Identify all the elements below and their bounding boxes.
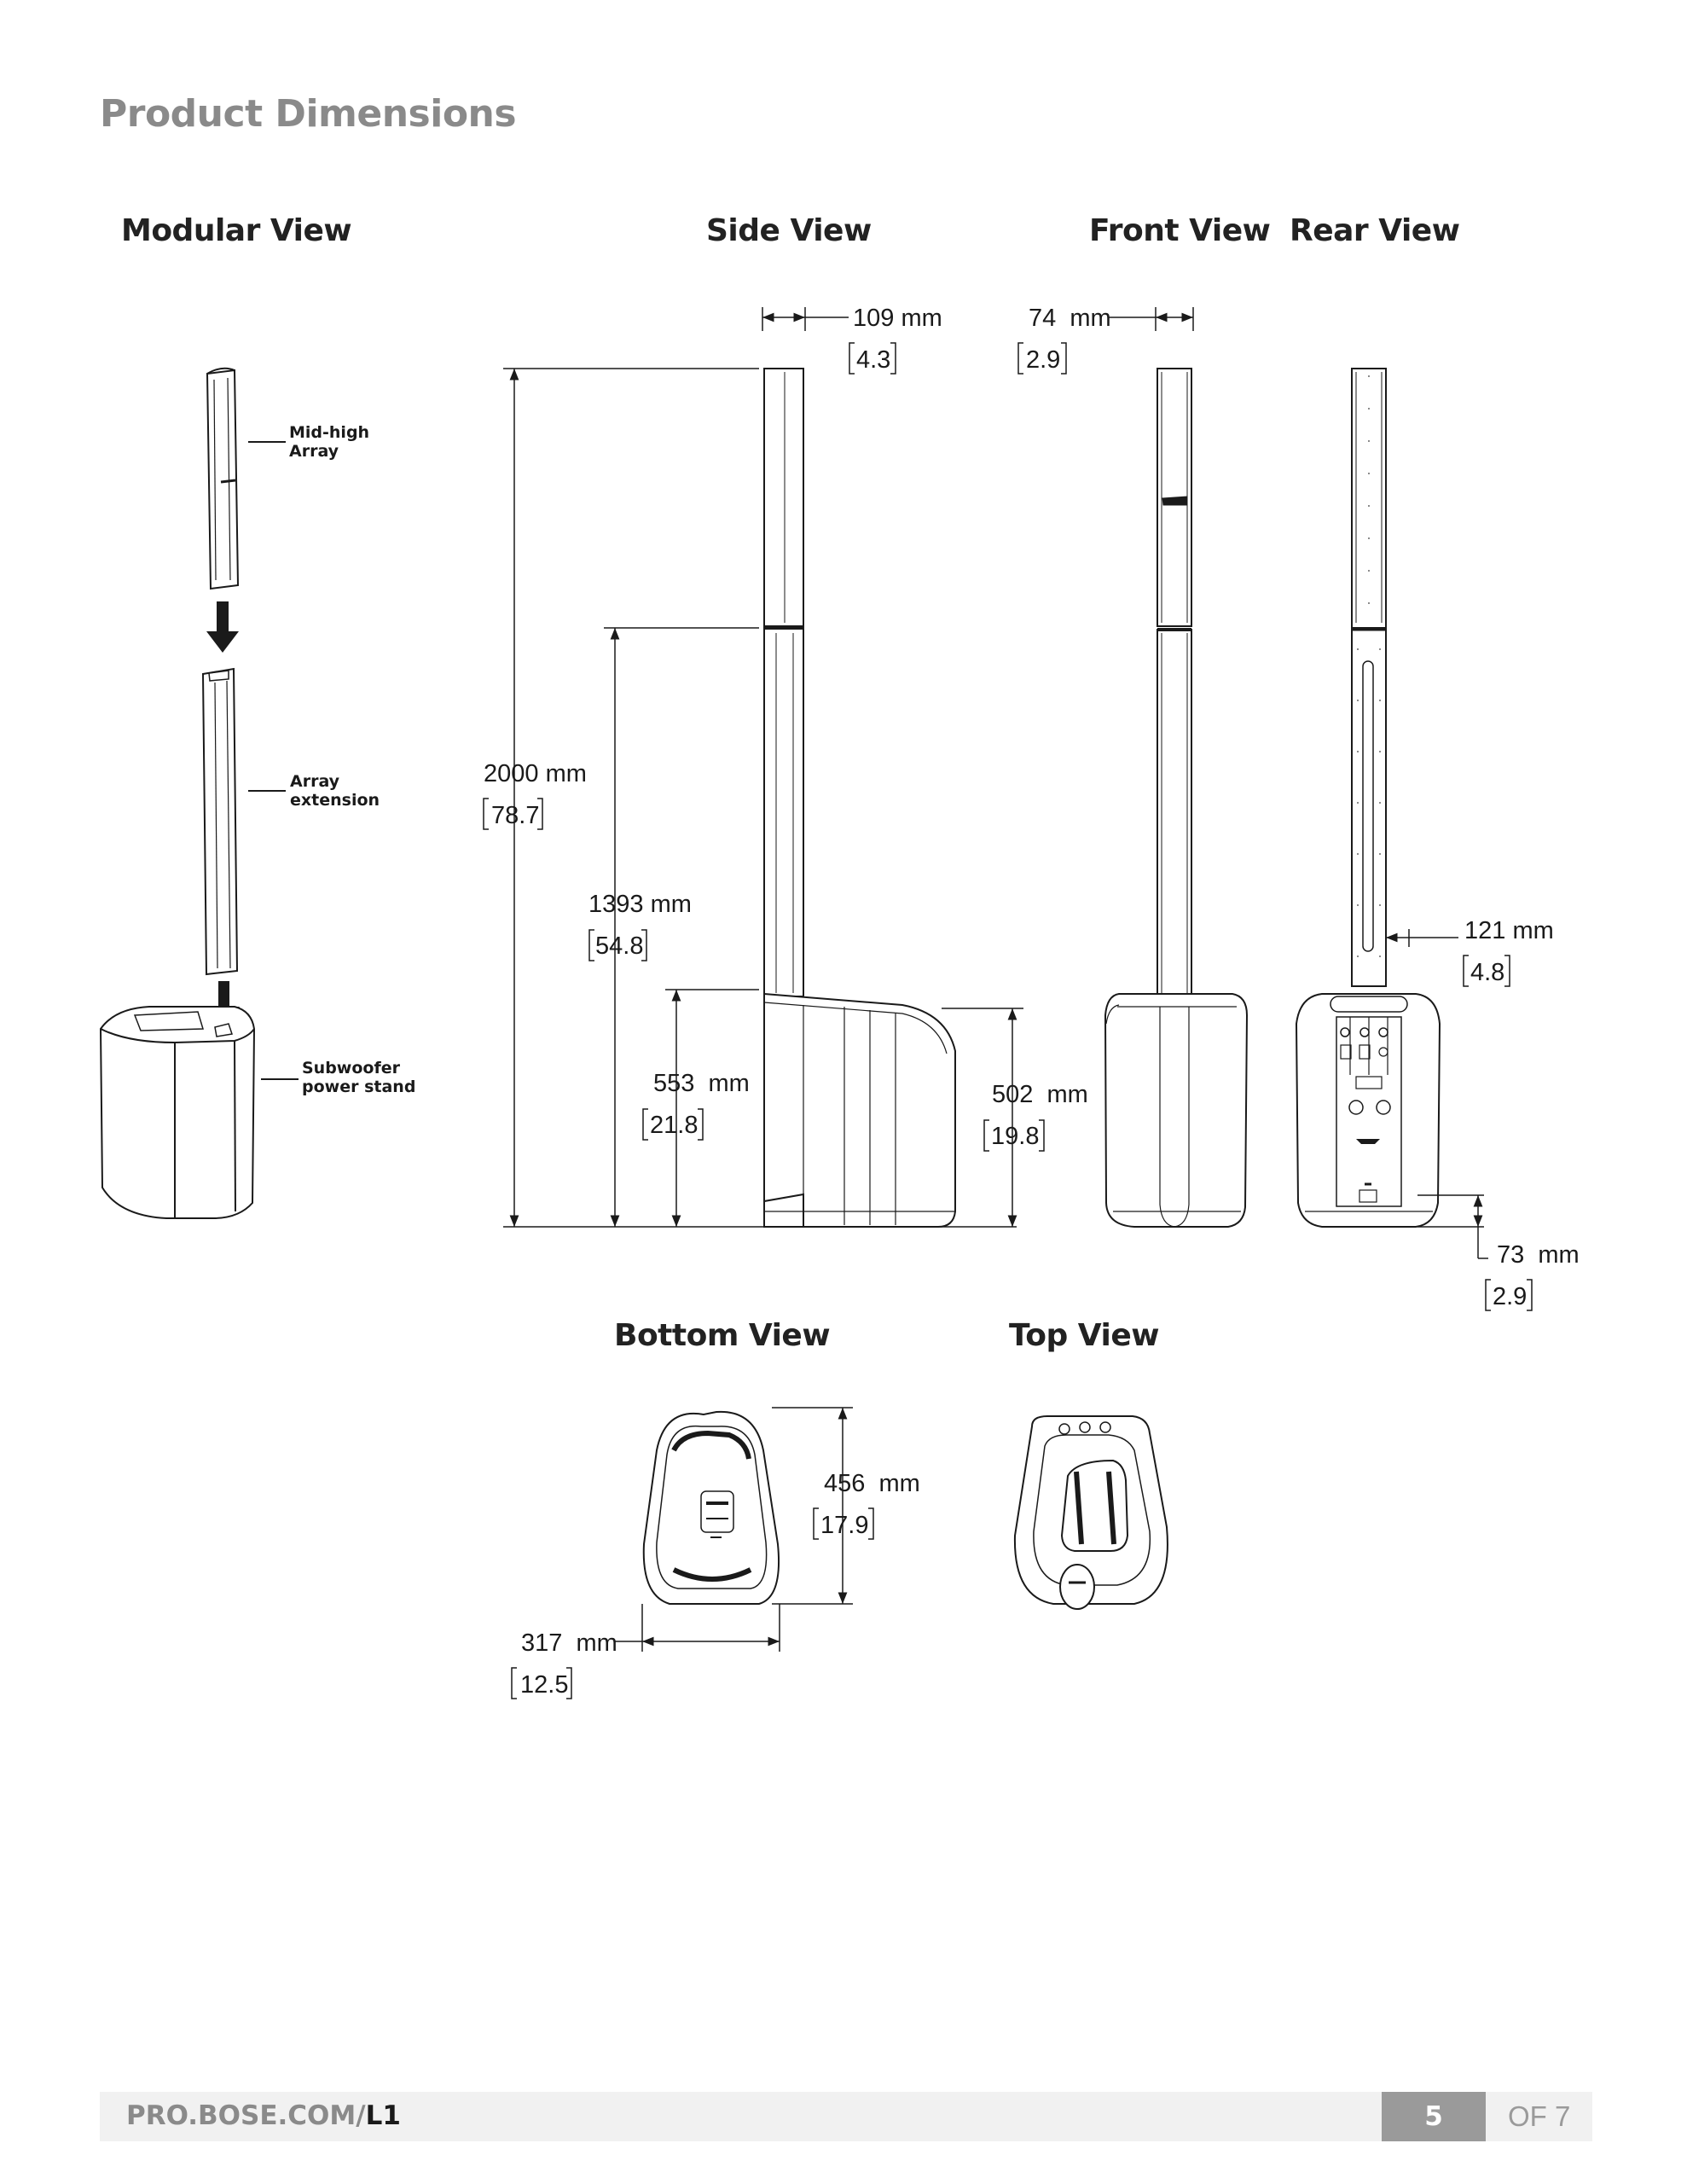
front-width-mm: 74 mm bbox=[1029, 305, 1111, 332]
footer-url-prefix: PRO.BOSE.COM/ bbox=[126, 2100, 366, 2131]
side-view-speaker bbox=[764, 369, 955, 1227]
rear-panel-mm: 73 mm bbox=[1497, 1241, 1580, 1269]
front-view-speaker bbox=[1105, 369, 1247, 1227]
sub-height-in: 19.8 bbox=[991, 1123, 1040, 1150]
footer-url[interactable] bbox=[126, 2100, 401, 2131]
front-width-in: 2.9 bbox=[1026, 346, 1061, 374]
extension-label-line1: Array bbox=[290, 772, 340, 791]
bottom-width-mm: 317 mm bbox=[521, 1629, 617, 1657]
bottom-view-title: Bottom View bbox=[614, 1318, 831, 1353]
bottom-view-speaker bbox=[644, 1412, 779, 1604]
rear-view-speaker bbox=[1296, 369, 1440, 1227]
base-height-dimension bbox=[665, 990, 759, 1227]
modular-view-title: Modular View bbox=[121, 213, 352, 248]
rear-view-title: Rear View bbox=[1290, 213, 1460, 248]
side-width-dimension bbox=[762, 307, 849, 331]
bottom-depth-in: 17.9 bbox=[820, 1512, 869, 1539]
rear-depth-dimension bbox=[1386, 929, 1458, 947]
modular-array-extension bbox=[203, 669, 237, 974]
top-view-title: Top View bbox=[1009, 1318, 1160, 1353]
ext-height-mm: 1393 mm bbox=[588, 891, 692, 918]
bottom-width-in: 12.5 bbox=[520, 1671, 569, 1699]
modular-mid-high-array bbox=[207, 369, 238, 589]
side-view-title: Side View bbox=[706, 213, 872, 248]
base-height-in: 21.8 bbox=[650, 1112, 699, 1139]
modular-arrow-down-icon bbox=[206, 601, 239, 653]
bottom-depth-mm: 456 mm bbox=[824, 1470, 920, 1497]
total-height-in: 78.7 bbox=[491, 802, 540, 829]
bottom-width-dimension bbox=[614, 1604, 780, 1652]
ext-height-in: 54.8 bbox=[595, 932, 644, 960]
page-title: Product Dimensions bbox=[100, 92, 517, 136]
mid-high-label-line1: Mid-high bbox=[289, 423, 370, 442]
base-height-mm: 553 mm bbox=[653, 1070, 750, 1097]
top-view-speaker bbox=[1015, 1416, 1168, 1609]
page-number: 5 bbox=[1382, 2092, 1486, 2141]
bottom-depth-dimension bbox=[772, 1408, 853, 1604]
rear-panel-in: 2.9 bbox=[1493, 1283, 1528, 1310]
sub-height-mm: 502 mm bbox=[992, 1081, 1088, 1108]
side-width-mm: 109 mm bbox=[853, 305, 942, 332]
mid-high-label-line2: Array bbox=[289, 442, 339, 461]
footer-url-suffix: L1 bbox=[365, 2100, 401, 2131]
modular-subwoofer bbox=[101, 1007, 254, 1218]
rear-depth-mm: 121 mm bbox=[1464, 917, 1554, 944]
page-total: OF 7 bbox=[1508, 2100, 1571, 2132]
front-width-dimension bbox=[1109, 307, 1193, 331]
rear-depth-in: 4.8 bbox=[1470, 959, 1505, 986]
front-view-title: Front View bbox=[1089, 213, 1271, 248]
subwoofer-label-line1: Subwoofer bbox=[302, 1059, 400, 1077]
total-height-mm: 2000 mm bbox=[484, 760, 587, 787]
extension-label-line2: extension bbox=[290, 791, 380, 810]
subwoofer-label-line2: power stand bbox=[302, 1077, 416, 1096]
side-width-in: 4.3 bbox=[856, 346, 891, 374]
